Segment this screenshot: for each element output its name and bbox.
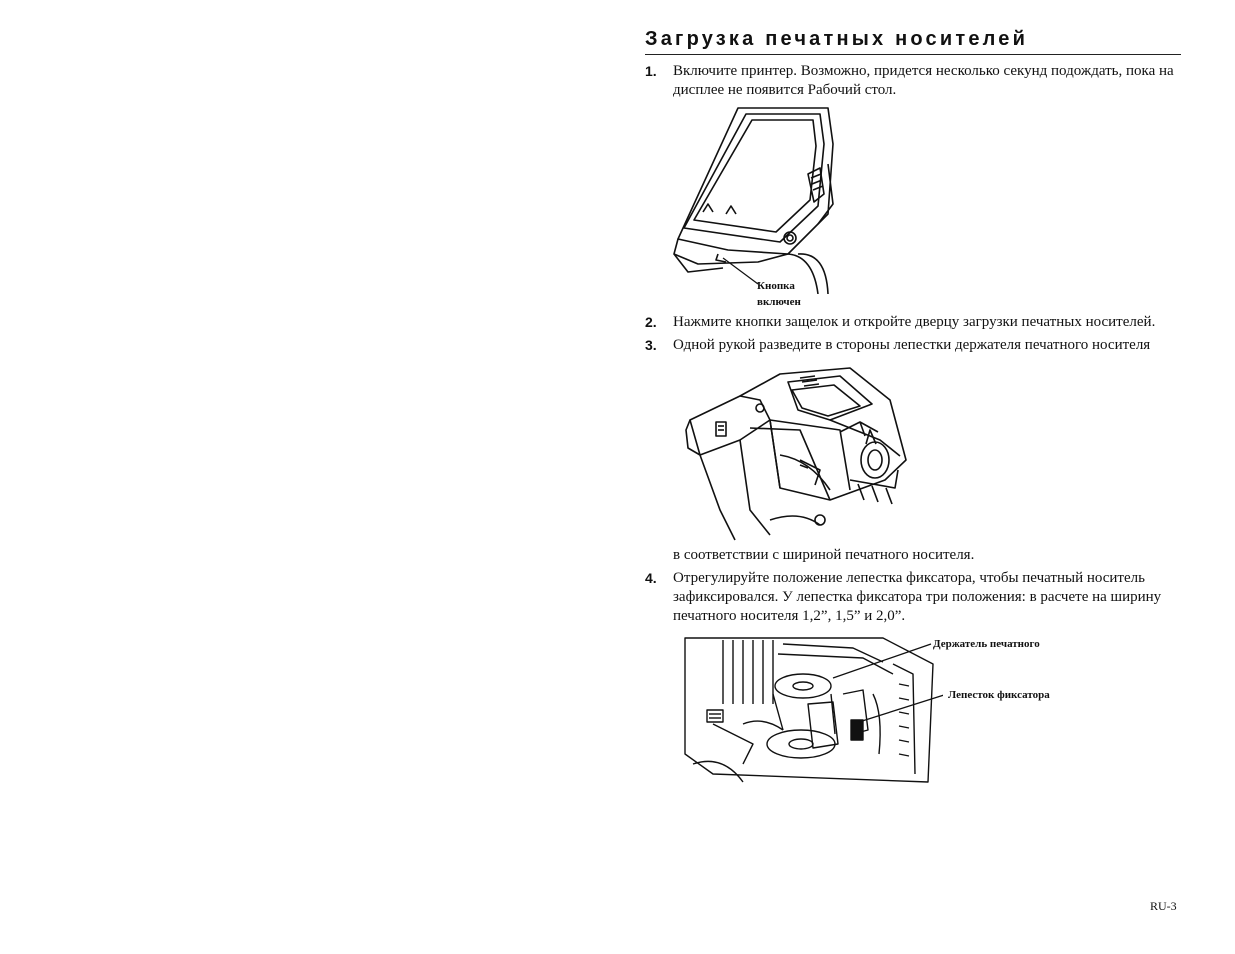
printer-open-media-door-illustration: [680, 360, 915, 546]
step-text: Отрегулируйте положение лепестка фиксатора, чтобы печатный носитель зафиксировался. У лепестка фиксатора три положения: в расчете на ширину печатного носителя 1,2”, 1,5” и 2,0”.: [673, 570, 1162, 624]
step-3-continuation: в соответствии с шириной печатного носителя.: [673, 547, 975, 563]
label-media-holder: Держатель печатного: [933, 638, 1040, 650]
figure-caption: включен: [757, 296, 801, 308]
page-title: Загрузка печатных носителей: [645, 28, 1181, 55]
page-number: RU-3: [1150, 899, 1177, 913]
media-holder-detail-illustration: [683, 634, 943, 786]
step-number: 4.: [645, 570, 657, 586]
step-number: 1.: [645, 63, 657, 79]
label-retainer-petal: Лепесток фиксатора: [948, 689, 1050, 701]
step-number: 2.: [645, 314, 657, 330]
printer-power-button-illustration: [668, 104, 838, 294]
step-text: Включите принтер. Возможно, придется несколько секунд подождать, пока на дисплее не появится Рабочий стол.: [673, 63, 1174, 98]
step-text: Одной рукой разведите в стороны лепестки держателя печатного носителя: [673, 337, 1151, 353]
step-number: 3.: [645, 337, 657, 353]
step-text: Нажмите кнопки защелок и откройте дверцу загрузки печатных носителей.: [673, 314, 1156, 330]
figure-caption: Кнопка: [757, 280, 795, 292]
